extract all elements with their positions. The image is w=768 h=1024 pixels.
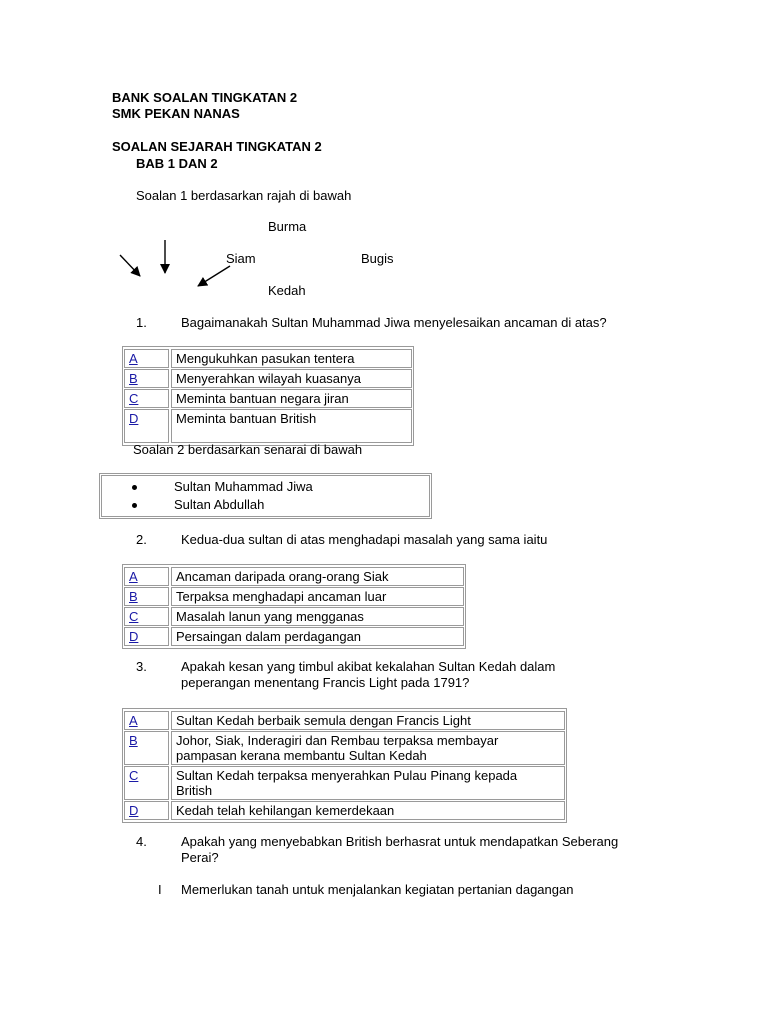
option-key[interactable]: B: [124, 369, 169, 388]
q2-text: Kedua-dua sultan di atas menghadapi masalah yang sama iaitu: [181, 532, 548, 547]
q3-option-a[interactable]: [124, 711, 565, 730]
q1-number: 1.: [136, 315, 147, 330]
option-key[interactable]: A: [124, 711, 169, 730]
option-text-line: pampasan kerana membantu Sultan Kedah: [176, 748, 427, 763]
option-text-line: Sultan Kedah terpaksa menyerahkan Pulau Pinang kepada: [176, 768, 518, 783]
q1-option-d[interactable]: [124, 409, 412, 443]
q1-options-table: [122, 346, 414, 446]
option-text: Terpaksa menghadapi ancaman luar: [171, 587, 464, 606]
q2-number: 2.: [136, 532, 147, 547]
threat-arrows: [110, 230, 240, 300]
q4-number: 4.: [136, 834, 147, 849]
q4-item-text: Memerlukan tanah untuk menjalankan kegiatan pertanian dagangan: [181, 882, 574, 897]
q3-option-d[interactable]: [124, 801, 565, 820]
option-text: Meminta bantuan negara jiran: [171, 389, 412, 408]
q3-text-line1: Apakah kesan yang timbul akibat kekalahan Sultan Kedah dalam: [181, 659, 556, 674]
q2-option-b[interactable]: [124, 587, 464, 606]
option-key[interactable]: C: [124, 766, 169, 800]
q1-option-a[interactable]: [124, 349, 412, 368]
option-text-line: Sultan Kedah berbaik semula dengan Francis Light: [176, 713, 471, 728]
q4-text-line1: Apakah yang menyebabkan British berhasrat untuk mendapatkan Seberang: [181, 834, 619, 849]
q3-option-c[interactable]: [124, 766, 565, 800]
option-key[interactable]: A: [124, 567, 169, 586]
option-text-line: Johor, Siak, Inderagiri dan Rembau terpaksa membayar: [176, 733, 499, 748]
option-text: [171, 766, 565, 800]
option-text: Ancaman daripada orang-orang Siak: [171, 567, 464, 586]
q1-option-c[interactable]: [124, 389, 412, 408]
option-key[interactable]: B: [124, 587, 169, 606]
option-text: [171, 731, 565, 765]
q3-text-line2: peperangan menentang Francis Light pada 1791?: [181, 675, 470, 690]
q1-option-b[interactable]: [124, 369, 412, 388]
label-bugis: Bugis: [361, 251, 394, 266]
option-key[interactable]: C: [124, 607, 169, 626]
option-text-line: Kedah telah kehilangan kemerdekaan: [176, 803, 395, 818]
label-siam: Siam: [226, 251, 256, 266]
label-kedah: Kedah: [268, 283, 306, 298]
label-burma: Burma: [268, 219, 307, 234]
q4-item-number: I: [158, 882, 162, 897]
option-text: [171, 801, 565, 820]
option-text: Menyerahkan wilayah kuasanya: [171, 369, 412, 388]
option-key[interactable]: A: [124, 349, 169, 368]
option-text: Mengukuhkan pasukan tentera: [171, 349, 412, 368]
q3-options-table: [122, 708, 567, 823]
sultan-list: [99, 473, 432, 519]
title-line-3: SOALAN SEJARAH TINGKATAN 2: [112, 139, 322, 154]
option-text-line: British: [176, 783, 213, 798]
option-key[interactable]: C: [124, 389, 169, 408]
q1-text: Bagaimanakah Sultan Muhammad Jiwa menyelesaikan ancaman di atas?: [181, 315, 607, 330]
option-text: Masalah lanun yang mengganas: [171, 607, 464, 626]
arrow-down-left: [198, 266, 230, 286]
option-text: Meminta bantuan British: [171, 409, 412, 443]
title-line-4: BAB 1 DAN 2: [136, 156, 218, 171]
option-key[interactable]: D: [124, 409, 169, 443]
q2-options-table: [122, 564, 466, 649]
option-key[interactable]: D: [124, 627, 169, 646]
diagram-intro: Soalan 1 berdasarkan rajah di bawah: [136, 188, 352, 203]
q4-text-line2: Perai?: [181, 850, 219, 865]
q2-option-d[interactable]: [124, 627, 464, 646]
q3-option-b[interactable]: [124, 731, 565, 765]
title-line-2: SMK PEKAN NANAS: [112, 106, 240, 121]
option-key[interactable]: B: [124, 731, 169, 765]
option-key[interactable]: D: [124, 801, 169, 820]
list-item: Sultan Muhammad Jiwa: [132, 478, 429, 496]
q2-option-c[interactable]: [124, 607, 464, 626]
title-line-1: BANK SOALAN TINGKATAN 2: [112, 90, 298, 105]
option-text: [171, 711, 565, 730]
q2-option-a[interactable]: [124, 567, 464, 586]
q2-intro: Soalan 2 berdasarkan senarai di bawah: [133, 442, 363, 457]
option-text: Persaingan dalam perdagangan: [171, 627, 464, 646]
q3-number: 3.: [136, 659, 147, 674]
arrow-down-right: [120, 255, 140, 276]
list-item: Sultan Abdullah: [132, 496, 429, 514]
